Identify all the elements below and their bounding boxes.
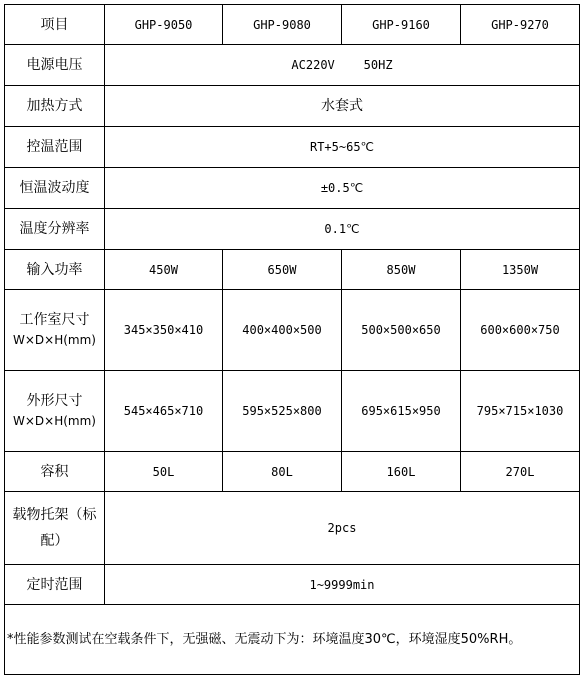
table-cell: 600×600×750 [461, 290, 580, 371]
footnote: *性能参数测试在空载条件下，无强磁、无震动下为：环境温度30℃，环境湿度50%RH。 [5, 605, 580, 675]
table-cell: 850W [342, 250, 461, 290]
row-label [5, 290, 105, 371]
fluctuation-value: ±0.5℃ [105, 168, 580, 209]
row-label: 输入功率 [5, 250, 105, 290]
model-ghp-9270: GHP-9270 [461, 5, 580, 45]
table-cell: 50L [105, 452, 223, 492]
row-input-power [5, 250, 580, 290]
row-outer-size [5, 371, 580, 452]
row-power-supply [5, 45, 580, 86]
heating-value: 水套式 [105, 86, 580, 127]
table-cell: 160L [342, 452, 461, 492]
row-label: 恒温波动度 [5, 168, 105, 209]
timer-value: 1~9999min [105, 565, 580, 605]
row-heating [5, 86, 580, 127]
row-label: 载物托架（标配） [5, 492, 105, 565]
row-label: 电源电压 [5, 45, 105, 86]
outer-size-label: 外形尺寸 [26, 393, 83, 409]
row-label: 定时范围 [5, 565, 105, 605]
row-fluctuation [5, 168, 580, 209]
resolution-value: 0.1℃ [105, 209, 580, 250]
table-cell: 595×525×800 [223, 371, 342, 452]
row-note [5, 605, 580, 675]
table-cell: 695×615×950 [342, 371, 461, 452]
model-ghp-9160: GHP-9160 [342, 5, 461, 45]
header-label: 项目 [5, 5, 105, 45]
table-cell: 500×500×650 [342, 290, 461, 371]
table-cell: 1350W [461, 250, 580, 290]
header-row [5, 5, 580, 45]
row-timer [5, 565, 580, 605]
row-label: 控温范围 [5, 127, 105, 168]
row-label: 容积 [5, 452, 105, 492]
power-supply-value: AC220V 50HZ [105, 45, 580, 86]
row-chamber-size [5, 290, 580, 371]
spec-table [4, 4, 580, 675]
row-shelves [5, 492, 580, 565]
table-cell: 400×400×500 [223, 290, 342, 371]
model-ghp-9080: GHP-9080 [223, 5, 342, 45]
table-cell: 650W [223, 250, 342, 290]
row-label: 加热方式 [5, 86, 105, 127]
temp-range-value: RT+5~65℃ [105, 127, 580, 168]
chamber-size-label: 工作室尺寸 [19, 312, 90, 328]
row-temp-range [5, 127, 580, 168]
table-cell: 795×715×1030 [461, 371, 580, 452]
chamber-size-unit: W×D×H(mm) [13, 333, 96, 347]
row-label: 温度分辨率 [5, 209, 105, 250]
row-volume [5, 452, 580, 492]
table-cell: 270L [461, 452, 580, 492]
table-cell: 80L [223, 452, 342, 492]
row-label [5, 371, 105, 452]
model-ghp-9050: GHP-9050 [105, 5, 223, 45]
table-cell: 450W [105, 250, 223, 290]
outer-size-unit: W×D×H(mm) [13, 414, 96, 428]
table-cell: 345×350×410 [105, 290, 223, 371]
shelves-value: 2pcs [105, 492, 580, 565]
row-resolution [5, 209, 580, 250]
table-cell: 545×465×710 [105, 371, 223, 452]
